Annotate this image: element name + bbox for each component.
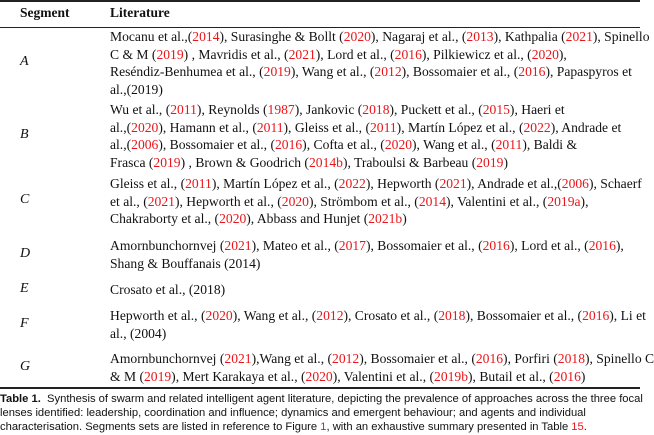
literature-line: Amornbunchornvej (2021), Mateo et al., (2017), Bossomaier et al., (2016), Lord et al., (2016),	[110, 238, 624, 253]
literature-line: Reséndiz-Benhumea et al., (2019), Wang et al., (2012), Bossomaier et al., (2016), Papaspyros et	[110, 64, 632, 80]
citation-link[interactable]: 2021	[288, 46, 316, 62]
citation-link[interactable]: 2020	[281, 193, 309, 209]
segment-label: E	[20, 280, 29, 296]
citation-link[interactable]: 2018	[362, 102, 390, 117]
literature-cell	[110, 307, 646, 342]
caption-line-1: Synthesis of swarm and related intelligent agent literature, depicting the prevalence of approaches across the three focal	[47, 393, 643, 405]
citation-link[interactable]: 2018	[557, 351, 585, 366]
citation-link[interactable]: 2020	[531, 46, 559, 62]
literature-line: Crosato et al., (2018)	[110, 282, 226, 297]
citation-link[interactable]: 2019	[156, 46, 184, 62]
citation-link[interactable]: 2021	[439, 176, 467, 191]
caption-line-3: characterisation. Segments sets are listed in reference to Figure	[0, 421, 321, 434]
citation-link[interactable]: 2012	[316, 308, 344, 323]
literature-cell	[110, 175, 642, 228]
citation-link[interactable]: 2016	[482, 238, 510, 253]
citation-link[interactable]: 2020	[305, 368, 333, 384]
citation-link[interactable]: 2006	[131, 137, 159, 153]
table-link[interactable]: 15	[571, 421, 584, 434]
citation-link[interactable]: 2011	[369, 119, 397, 135]
segment-label: B	[20, 127, 29, 143]
segment-label: C	[20, 192, 30, 208]
segment-label: A	[20, 54, 29, 70]
literature-line: Gleiss et al., (2011), Martín López et al., (2022), Hepworth (2021), Andrade et al.,(2006), Schaerf	[110, 176, 642, 191]
literature-line: al.,(2006), Bossomaier et al., (2016), Cofta et al., (2020), Wang et al., (2011), Baldi &	[110, 137, 578, 153]
segment-label: G	[20, 358, 31, 374]
citation-link[interactable]: 2014b	[308, 154, 343, 170]
citation-link[interactable]: 2022	[338, 176, 366, 191]
citation-link[interactable]: 2015	[482, 102, 510, 117]
literature-line: al.,(2020), Hamann et al., (2011), Gleiss et al., (2011), Martín López et al., (2022), Andrade et	[110, 119, 622, 135]
citation-link[interactable]: 2020	[384, 137, 413, 153]
citation-link[interactable]: 2016	[475, 351, 504, 366]
citation-link[interactable]: 2013	[466, 29, 494, 44]
header-literature: Literature	[110, 5, 170, 20]
caption-line-3-cont: , with an exhaustive summary presented in Table	[326, 421, 572, 434]
citation-link[interactable]: 2014	[192, 29, 220, 44]
citation-link[interactable]: 2016	[394, 46, 422, 62]
literature-line: et al., (2021), Hepworth et al., (2020), Strömbom et al., (2014), Valentini et al., (2019a),	[110, 193, 589, 209]
literature-cell	[110, 350, 654, 385]
literature-line: Amornbunchornvej (2021),Wang et al., (2012), Bossomaier et al., (2016), Porfiri (2018), Spinello C	[110, 351, 654, 366]
citation-link[interactable]: 2014	[418, 193, 447, 209]
citation-link[interactable]: 2011	[256, 119, 284, 135]
literature-line: al.,(2019)	[110, 81, 163, 97]
citation-link[interactable]: 2012	[332, 351, 360, 366]
citation-link[interactable]: 2019	[263, 64, 291, 80]
literature-line: Chakraborty et al., (2020), Abbass and Hunjet (2021b)	[110, 211, 407, 227]
citation-link[interactable]: 2016	[553, 368, 581, 384]
literature-cell	[110, 101, 638, 171]
citation-link[interactable]: 2021b	[368, 211, 403, 227]
table-bottom-rule	[0, 387, 640, 389]
citation-link[interactable]: 2019	[153, 154, 181, 170]
citation-link[interactable]: 2021	[565, 29, 593, 44]
citation-link[interactable]: 1987	[267, 102, 295, 117]
table-caption	[0, 392, 643, 435]
citation-link[interactable]: 2020	[131, 119, 159, 135]
citation-link[interactable]: 2019a	[547, 193, 581, 209]
citation-link[interactable]: 2021	[224, 351, 252, 366]
citation-link[interactable]: 2019	[143, 368, 172, 384]
citation-link[interactable]: 2012	[374, 64, 402, 80]
literature-line: al., (2004)	[110, 325, 167, 341]
citation-link[interactable]: 2016	[582, 308, 610, 323]
citation-link[interactable]: 2021	[147, 193, 175, 209]
citation-link[interactable]: 2022	[523, 119, 551, 135]
citation-link[interactable]: 2011	[495, 137, 523, 153]
citation-link[interactable]: 2020	[343, 29, 371, 44]
citation-link[interactable]: 2019	[476, 154, 504, 170]
citation-link[interactable]: 2006	[561, 176, 589, 191]
citation-link[interactable]: 2016	[588, 238, 616, 253]
literature-line: Wu et al., (2011), Reynolds (1987), Jankovic (2018), Puckett et al., (2015), Haeri et	[110, 102, 565, 117]
citation-link[interactable]: 2017	[338, 238, 366, 253]
figure-link[interactable]: 1	[320, 421, 327, 434]
citation-link[interactable]: 2021	[224, 238, 252, 253]
literature-line: Shang & Bouffanais (2014)	[110, 255, 261, 271]
literature-line: Mocanu et al.,(2014), Surasinghe & Bollt (2020), Nagaraj et al., (2013), Kathpalia (2021), Spinello	[110, 29, 650, 44]
segment-label: F	[20, 315, 29, 331]
citation-link[interactable]: 2016	[274, 137, 303, 153]
citation-link[interactable]: 2019b	[434, 368, 468, 384]
caption-period: .	[583, 421, 587, 434]
literature-line: C & M (2019) , Mavridis et al., (2021), Lord et al., (2016), Pilkiewicz et al., (2020),	[110, 46, 567, 62]
segment-label: D	[20, 245, 31, 261]
literature-line: Hepworth et al., (2020), Wang et al., (2012), Crosato et al., (2018), Bossomaier et al., (2016), Li et	[110, 308, 646, 323]
citation-link[interactable]: 2011	[185, 176, 212, 191]
literature-cell	[110, 281, 638, 299]
citation-link[interactable]: 2020	[205, 308, 233, 323]
citation-link[interactable]: 2011	[170, 102, 197, 117]
citation-link[interactable]: 2020	[219, 211, 247, 227]
caption-line-2: lenses identified: leadership, coordination and influence; dynamics and emergent behaviour; and agents and individual	[0, 407, 586, 420]
citation-link[interactable]: 2018	[438, 308, 466, 323]
caption-label: Table 1.	[0, 393, 41, 405]
literature-cell	[110, 28, 650, 98]
table-top-rule	[0, 0, 640, 2]
citation-link[interactable]: 2016	[518, 64, 546, 80]
literature-cell	[110, 237, 638, 272]
header-segment: Segment	[20, 5, 70, 20]
literature-line: Frasca (2019) , Brown & Goodrich (2014b), Traboulsi & Barbeau (2019)	[110, 154, 508, 170]
literature-line: & M (2019), Mert Karakaya et al., (2020), Valentini et al., (2019b), Butail et al., (2016)	[110, 368, 586, 384]
